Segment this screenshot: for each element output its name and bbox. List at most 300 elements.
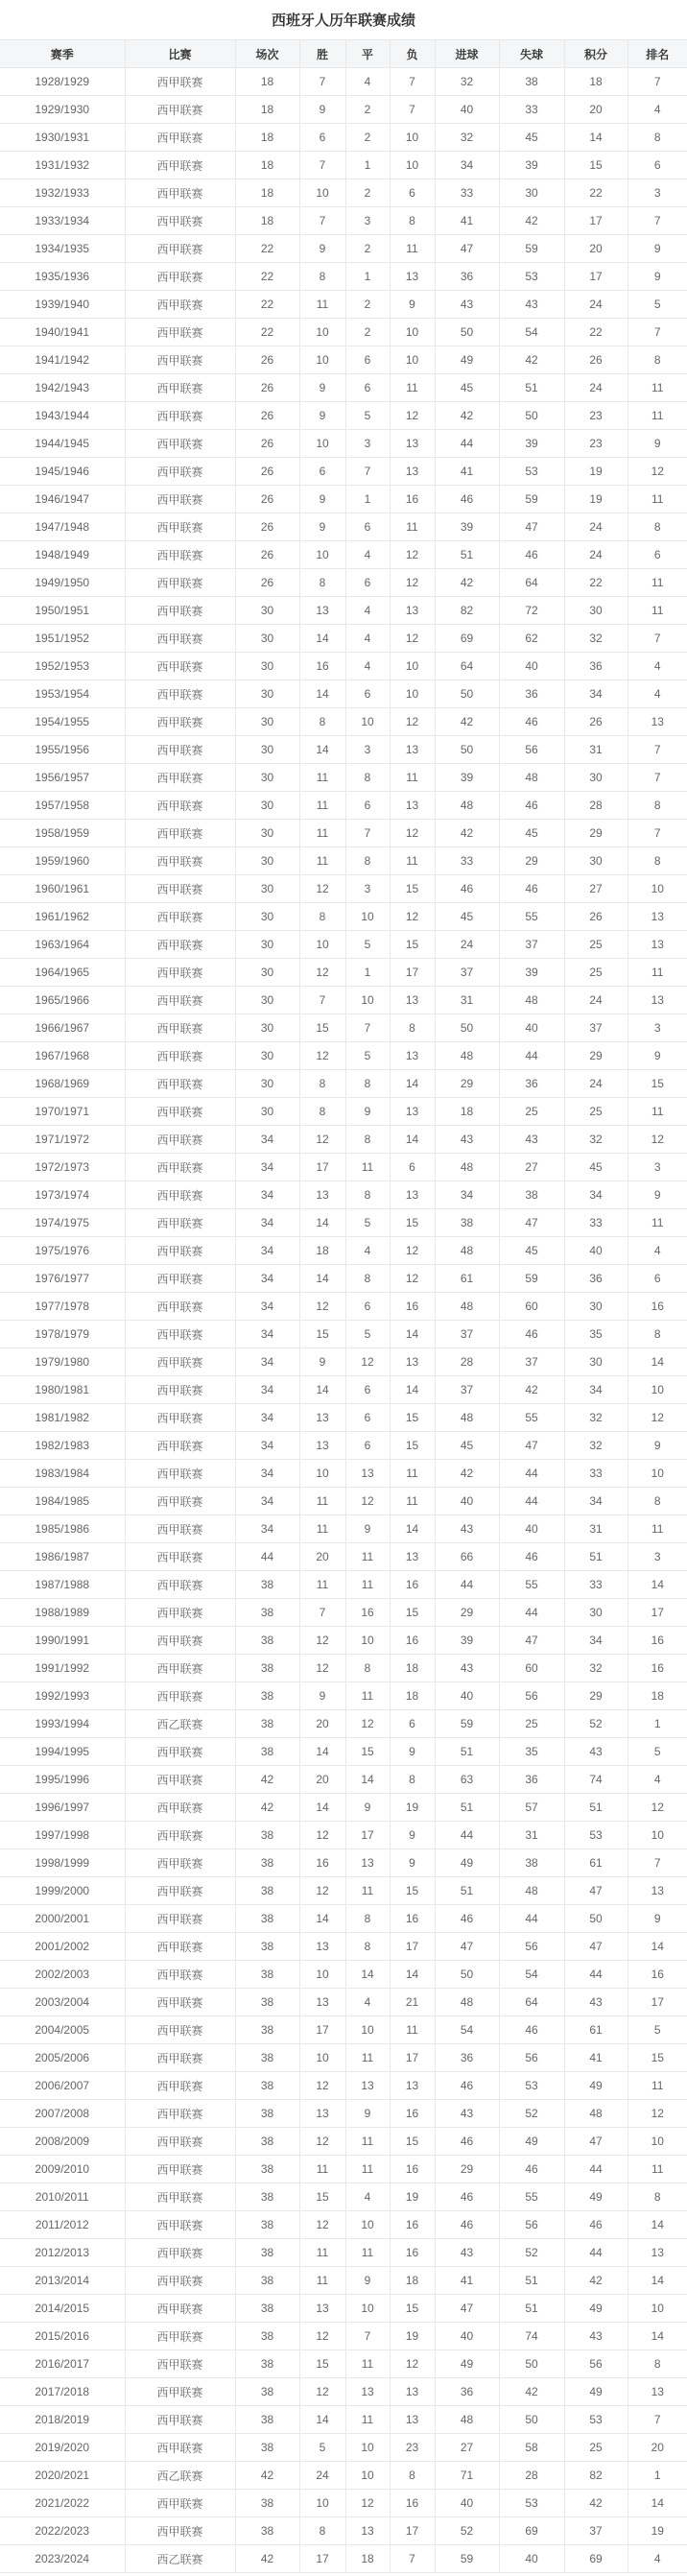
table-cell: 43 (435, 1126, 499, 1154)
table-cell: 63 (435, 1766, 499, 1794)
table-cell: 14 (628, 2267, 687, 2295)
table-cell: 42 (499, 1376, 564, 1404)
table-cell: 38 (235, 2100, 299, 2128)
table-row (0, 680, 687, 708)
table-cell: 54 (499, 319, 564, 346)
table-row (0, 1877, 687, 1905)
table-cell: 14 (390, 1515, 435, 1543)
table-cell: 45 (564, 1154, 628, 1181)
table-cell: 39 (499, 152, 564, 179)
table-cell: 25 (564, 2434, 628, 2462)
table-cell: 38 (235, 1905, 299, 1933)
table-cell: 47 (435, 2295, 499, 2323)
table-cell: 22 (235, 235, 299, 263)
table-cell: 5 (345, 1042, 390, 1070)
table-cell: 40 (564, 1237, 628, 1265)
table-cell: 西甲联赛 (125, 1488, 235, 1515)
table-cell: 西甲联赛 (125, 68, 235, 96)
table-cell: 15 (390, 1404, 435, 1432)
table-cell: 17 (390, 2517, 435, 2545)
table-cell: 9 (299, 1348, 345, 1376)
table-cell: 13 (628, 903, 687, 931)
table-cell: 西甲联赛 (125, 1738, 235, 1766)
table-cell: 10 (345, 2016, 390, 2044)
table-cell: 35 (499, 1738, 564, 1766)
table-row (0, 1849, 687, 1877)
table-cell: 12 (299, 2128, 345, 2156)
table-cell: 13 (345, 2517, 390, 2545)
table-row (0, 1376, 687, 1404)
table-cell: 50 (435, 680, 499, 708)
table-cell: 10 (299, 2490, 345, 2517)
table-cell: 6 (345, 1432, 390, 1460)
table-cell: 34 (564, 1376, 628, 1404)
table-cell: 11 (628, 959, 687, 987)
table-cell: 8 (390, 207, 435, 235)
table-cell: 37 (435, 1321, 499, 1348)
table-cell: 西甲联赛 (125, 1209, 235, 1237)
table-cell: 24 (564, 374, 628, 402)
table-cell: 22 (235, 263, 299, 291)
table-cell: 18 (390, 1682, 435, 1710)
table-cell: 13 (390, 1098, 435, 1126)
table-cell: 46 (499, 2156, 564, 2183)
table-row (0, 2100, 687, 2128)
table-cell: 12 (628, 1794, 687, 1822)
table-cell: 43 (435, 1515, 499, 1543)
table-row (0, 68, 687, 96)
table-cell: 40 (435, 1488, 499, 1515)
table-cell: 37 (564, 2517, 628, 2545)
table-cell: 19 (390, 1794, 435, 1822)
table-cell: 10 (628, 2128, 687, 2156)
table-row (0, 319, 687, 346)
table-cell: 2001/2002 (0, 1933, 125, 1961)
table-cell: 25 (564, 931, 628, 959)
table-cell: 西甲联赛 (125, 1849, 235, 1877)
table-cell: 40 (499, 2545, 564, 2573)
table-cell: 西甲联赛 (125, 513, 235, 541)
table-cell: 10 (390, 152, 435, 179)
table-cell: 25 (564, 1098, 628, 1126)
table-cell: 47 (499, 1432, 564, 1460)
table-cell: 西甲联赛 (125, 458, 235, 486)
table-cell: 45 (499, 1237, 564, 1265)
table-cell: 46 (564, 2211, 628, 2239)
table-cell: 42 (435, 820, 499, 847)
table-cell: 12 (628, 458, 687, 486)
table-cell: 12 (390, 708, 435, 736)
table-cell: 15 (390, 931, 435, 959)
table-cell: 西甲联赛 (125, 2211, 235, 2239)
table-cell: 27 (499, 1154, 564, 1181)
table-cell: 38 (235, 1961, 299, 1989)
table-cell: 1950/1951 (0, 597, 125, 625)
table-cell: 15 (564, 152, 628, 179)
table-cell: 44 (499, 1905, 564, 1933)
table-cell: 38 (235, 1710, 299, 1738)
table-cell: 1973/1974 (0, 1181, 125, 1209)
table-cell: 1981/1982 (0, 1404, 125, 1432)
table-cell: 48 (499, 987, 564, 1014)
table-cell: 23 (390, 2434, 435, 2462)
table-cell: 13 (390, 430, 435, 458)
table-cell: 49 (435, 346, 499, 374)
table-cell: 西甲联赛 (125, 680, 235, 708)
table-cell: 11 (390, 1460, 435, 1488)
table-cell: 16 (390, 1905, 435, 1933)
table-cell: 44 (564, 2239, 628, 2267)
table-cell: 50 (499, 2350, 564, 2378)
table-cell: 36 (499, 1070, 564, 1098)
table-cell: 西甲联赛 (125, 1126, 235, 1154)
table-row (0, 2378, 687, 2406)
table-cell: 18 (235, 179, 299, 207)
table-cell: 40 (435, 96, 499, 124)
table-cell: 18 (345, 2545, 390, 2573)
table-cell: 42 (435, 569, 499, 597)
table-row (0, 2239, 687, 2267)
table-cell: 西甲联赛 (125, 96, 235, 124)
table-cell: 1974/1975 (0, 1209, 125, 1237)
table-cell: 71 (435, 2462, 499, 2490)
table-cell: 42 (499, 207, 564, 235)
table-row (0, 1293, 687, 1321)
table-cell: 9 (390, 1738, 435, 1766)
table-cell: 8 (628, 1488, 687, 1515)
table-cell: 48 (435, 1154, 499, 1181)
table-cell: 33 (564, 1460, 628, 1488)
table-cell: 2007/2008 (0, 2100, 125, 2128)
table-cell: 5 (345, 931, 390, 959)
table-cell: 45 (499, 820, 564, 847)
table-cell: 5 (628, 2016, 687, 2044)
table-cell: 47 (499, 513, 564, 541)
table-cell: 4 (628, 1237, 687, 1265)
table-cell: 30 (235, 847, 299, 875)
table-cell: 48 (499, 1877, 564, 1905)
table-cell: 13 (390, 1181, 435, 1209)
table-cell: 1952/1953 (0, 653, 125, 680)
table-cell: 12 (299, 1822, 345, 1849)
table-cell: 72 (499, 597, 564, 625)
table-cell: 8 (628, 2350, 687, 2378)
table-cell: 3 (345, 207, 390, 235)
table-cell: 10 (628, 875, 687, 903)
table-row (0, 2295, 687, 2323)
table-row (0, 1682, 687, 1710)
table-cell: 4 (628, 2545, 687, 2573)
table-row (0, 124, 687, 152)
table-cell: 34 (235, 1154, 299, 1181)
table-cell: 54 (499, 1961, 564, 1989)
table-cell: 1928/1929 (0, 68, 125, 96)
table-cell: 36 (435, 2044, 499, 2072)
table-cell: 10 (299, 430, 345, 458)
column-header: 进球 (435, 40, 499, 68)
table-cell: 西甲联赛 (125, 1154, 235, 1181)
table-cell: 50 (564, 1905, 628, 1933)
table-cell: 西甲联赛 (125, 2072, 235, 2100)
table-cell: 45 (499, 124, 564, 152)
table-row (0, 1571, 687, 1599)
table-cell: 39 (435, 764, 499, 792)
table-cell: 17 (299, 1154, 345, 1181)
table-cell: 1966/1967 (0, 1014, 125, 1042)
table-row (0, 764, 687, 792)
table-cell: 52 (499, 2239, 564, 2267)
table-cell: 51 (564, 1543, 628, 1571)
table-row (0, 1794, 687, 1822)
table-cell: 西甲联赛 (125, 179, 235, 207)
table-cell: 3 (628, 1154, 687, 1181)
table-cell: 54 (435, 2016, 499, 2044)
column-header: 负 (390, 40, 435, 68)
table-cell: 2014/2015 (0, 2295, 125, 2323)
table-cell: 1984/1985 (0, 1488, 125, 1515)
column-header: 排名 (628, 40, 687, 68)
table-cell: 8 (299, 263, 345, 291)
table-cell: 12 (628, 1404, 687, 1432)
table-cell: 12 (390, 402, 435, 430)
table-row (0, 1488, 687, 1515)
table-cell: 13 (390, 597, 435, 625)
table-row (0, 96, 687, 124)
table-cell: 18 (235, 124, 299, 152)
table-cell: 14 (390, 1070, 435, 1098)
table-cell: 18 (235, 68, 299, 96)
table-cell: 17 (628, 1599, 687, 1627)
table-cell: 11 (299, 2267, 345, 2295)
table-cell: 14 (299, 680, 345, 708)
table-cell: 1988/1989 (0, 1599, 125, 1627)
table-cell: 20 (628, 2434, 687, 2462)
table-cell: 1930/1931 (0, 124, 125, 152)
table-cell: 38 (235, 2156, 299, 2183)
table-cell: 2009/2010 (0, 2156, 125, 2183)
table-cell: 11 (345, 2406, 390, 2434)
table-cell: 40 (435, 2490, 499, 2517)
table-cell: 46 (499, 792, 564, 820)
table-cell: 9 (628, 1181, 687, 1209)
table-row (0, 1627, 687, 1655)
table-cell: 60 (499, 1655, 564, 1682)
table-cell: 58 (499, 2434, 564, 2462)
table-cell: 48 (435, 1042, 499, 1070)
table-row (0, 987, 687, 1014)
table-cell: 4 (628, 680, 687, 708)
table-cell: 3 (345, 736, 390, 764)
table-cell: 44 (435, 430, 499, 458)
table-cell: 16 (390, 2156, 435, 2183)
table-cell: 18 (235, 207, 299, 235)
table-cell: 69 (435, 625, 499, 653)
table-cell: 46 (435, 2072, 499, 2100)
table-cell: 7 (345, 820, 390, 847)
table-cell: 8 (628, 2183, 687, 2211)
table-row (0, 2323, 687, 2350)
table-cell: 10 (299, 931, 345, 959)
table-cell: 49 (499, 2128, 564, 2156)
table-cell: 1964/1965 (0, 959, 125, 987)
table-cell: 34 (435, 1181, 499, 1209)
table-cell: 西甲联赛 (125, 1682, 235, 1710)
table-cell: 3 (345, 875, 390, 903)
table-cell: 53 (499, 2072, 564, 2100)
table-row (0, 2517, 687, 2545)
table-cell: 22 (564, 319, 628, 346)
table-cell: 西甲联赛 (125, 597, 235, 625)
table-cell: 2 (345, 124, 390, 152)
table-cell: 20 (564, 235, 628, 263)
table-cell: 30 (564, 1599, 628, 1627)
table-cell: 2016/2017 (0, 2350, 125, 2378)
table-cell: 7 (628, 820, 687, 847)
table-cell: 13 (390, 263, 435, 291)
table-cell: 7 (299, 207, 345, 235)
table-cell: 西甲联赛 (125, 931, 235, 959)
table-cell: 12 (345, 2490, 390, 2517)
table-cell: 11 (345, 2128, 390, 2156)
table-cell: 西甲联赛 (125, 1348, 235, 1376)
table-cell: 26 (235, 346, 299, 374)
table-cell: 49 (435, 2350, 499, 2378)
table-cell: 7 (628, 736, 687, 764)
table-row (0, 1710, 687, 1738)
table-cell: 36 (499, 1766, 564, 1794)
table-cell: 1959/1960 (0, 847, 125, 875)
table-cell: 17 (628, 1989, 687, 2016)
table-cell: 西甲联赛 (125, 1432, 235, 1460)
table-cell: 11 (299, 847, 345, 875)
table-cell: 38 (235, 2434, 299, 2462)
table-cell: 西甲联赛 (125, 1293, 235, 1321)
table-cell: 2004/2005 (0, 2016, 125, 2044)
table-cell: 38 (235, 1989, 299, 2016)
table-cell: 29 (499, 847, 564, 875)
table-row (0, 847, 687, 875)
table-cell: 14 (299, 2406, 345, 2434)
table-cell: 1932/1933 (0, 179, 125, 207)
table-cell: 52 (564, 1710, 628, 1738)
table-cell: 11 (628, 1515, 687, 1543)
table-cell: 20 (564, 96, 628, 124)
table-cell: 51 (564, 1794, 628, 1822)
table-row (0, 597, 687, 625)
table-row (0, 2545, 687, 2573)
table-cell: 2012/2013 (0, 2239, 125, 2267)
table-cell: 13 (390, 1543, 435, 1571)
table-cell: 11 (299, 291, 345, 319)
table-cell: 7 (390, 68, 435, 96)
table-cell: 61 (564, 2016, 628, 2044)
table-cell: 8 (299, 1070, 345, 1098)
table-cell: 48 (435, 2406, 499, 2434)
table-cell: 1 (628, 1710, 687, 1738)
table-cell: 8 (628, 792, 687, 820)
table-cell: 1994/1995 (0, 1738, 125, 1766)
table-cell: 7 (628, 207, 687, 235)
table-cell: 13 (390, 458, 435, 486)
table-cell: 48 (435, 1237, 499, 1265)
table-cell: 1958/1959 (0, 820, 125, 847)
table-cell: 1983/1984 (0, 1460, 125, 1488)
table-cell: 7 (345, 1014, 390, 1042)
table-cell: 1945/1946 (0, 458, 125, 486)
table-cell: 34 (235, 1348, 299, 1376)
table-cell: 16 (390, 1627, 435, 1655)
table-cell: 30 (235, 1070, 299, 1098)
table-cell: 西甲联赛 (125, 1627, 235, 1655)
table-cell: 43 (564, 2323, 628, 2350)
table-cell: 20 (299, 1710, 345, 1738)
table-cell: 30 (235, 903, 299, 931)
table-cell: 4 (345, 541, 390, 569)
table-cell: 12 (390, 2350, 435, 2378)
table-cell: 14 (299, 736, 345, 764)
table-cell: 12 (299, 2211, 345, 2239)
table-cell: 10 (345, 903, 390, 931)
table-cell: 15 (299, 1014, 345, 1042)
table-cell: 31 (564, 736, 628, 764)
table-cell: 1980/1981 (0, 1376, 125, 1404)
table-cell: 26 (235, 513, 299, 541)
table-cell: 8 (345, 1265, 390, 1293)
table-row (0, 1961, 687, 1989)
table-cell: 1975/1976 (0, 1237, 125, 1265)
table-cell: 48 (564, 2100, 628, 2128)
table-cell: 14 (345, 1961, 390, 1989)
table-cell: 13 (345, 1849, 390, 1877)
table-cell: 24 (299, 2462, 345, 2490)
table-cell: 38 (235, 1738, 299, 1766)
table-cell: 46 (435, 1905, 499, 1933)
table-cell: 12 (299, 2378, 345, 2406)
table-cell: 17 (390, 1933, 435, 1961)
table-cell: 13 (299, 597, 345, 625)
table-cell: 3 (628, 179, 687, 207)
table-row (0, 1348, 687, 1376)
table-cell: 11 (299, 1488, 345, 1515)
table-cell: 13 (299, 2295, 345, 2323)
table-cell: 11 (628, 1209, 687, 1237)
table-cell: 西甲联赛 (125, 903, 235, 931)
table-cell: 1948/1949 (0, 541, 125, 569)
table-cell: 西甲联赛 (125, 1265, 235, 1293)
table-cell: 18 (235, 96, 299, 124)
table-row (0, 152, 687, 179)
table-row (0, 931, 687, 959)
table-cell: 34 (235, 1321, 299, 1348)
table-cell: 11 (345, 1682, 390, 1710)
table-cell: 9 (628, 263, 687, 291)
table-cell: 18 (390, 1655, 435, 1682)
table-cell: 10 (345, 2462, 390, 2490)
table-row (0, 513, 687, 541)
table-cell: 西甲联赛 (125, 1571, 235, 1599)
table-cell: 30 (564, 847, 628, 875)
table-cell: 49 (564, 2295, 628, 2323)
table-cell: 46 (435, 2211, 499, 2239)
table-cell: 30 (235, 597, 299, 625)
table-cell: 11 (345, 1877, 390, 1905)
table-cell: 11 (628, 569, 687, 597)
table-cell: 43 (435, 2239, 499, 2267)
table-cell: 14 (628, 2323, 687, 2350)
table-cell: 西甲联赛 (125, 1460, 235, 1488)
table-cell: 16 (390, 2490, 435, 2517)
table-cell: 26 (235, 569, 299, 597)
